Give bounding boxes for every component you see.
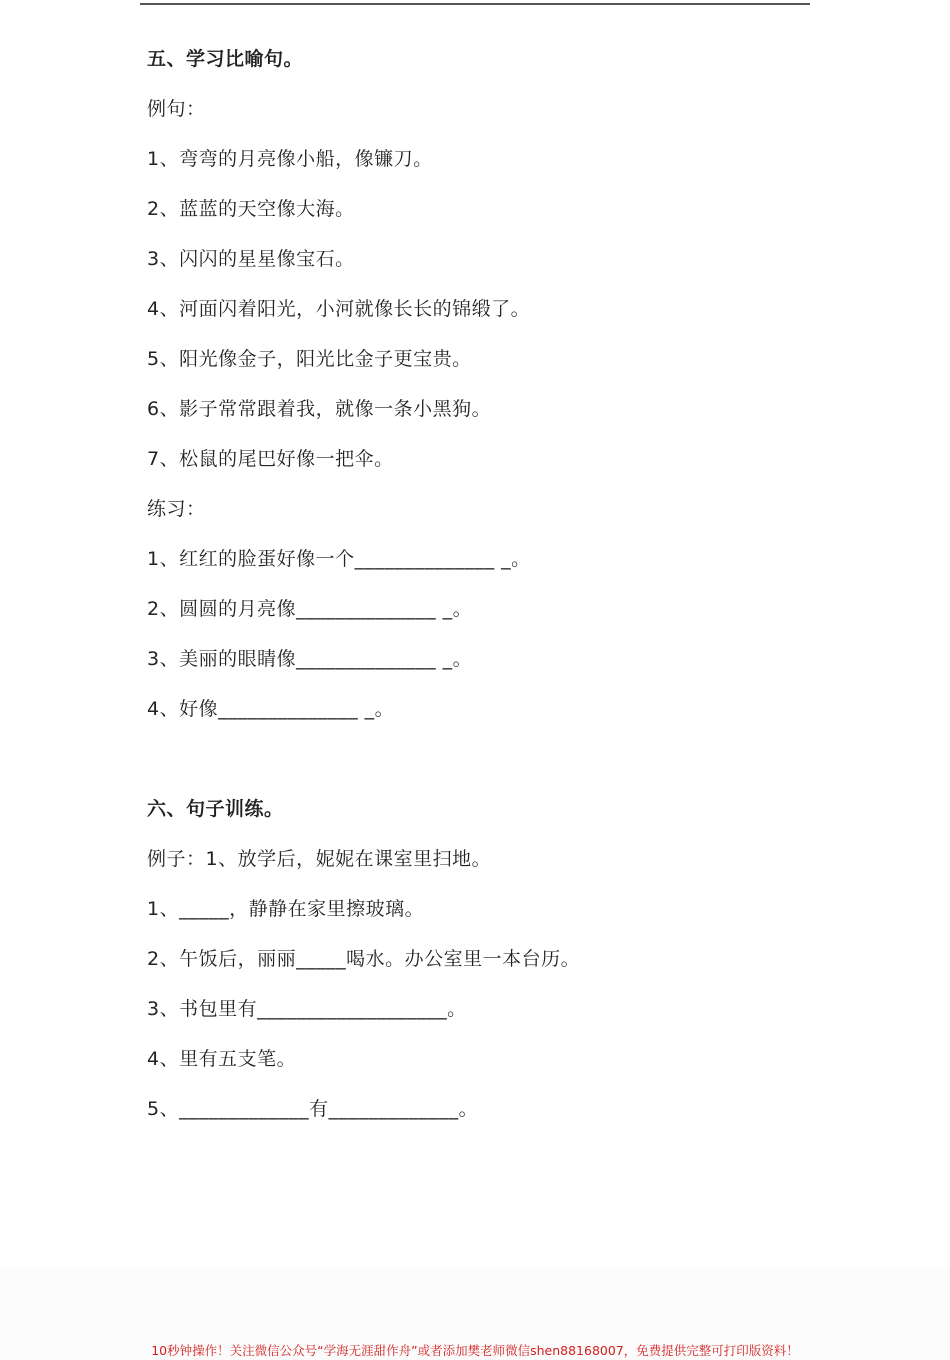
- example-line-5: 5、阳光像金子，阳光比金子更宝贵。: [147, 348, 472, 370]
- sentence-item-3: 3、书包里有___________________。: [147, 998, 467, 1020]
- practice-label: 练习：: [147, 498, 206, 520]
- example-line-6: 6、影子常常跟着我，就像一条小黑狗。: [147, 398, 492, 420]
- practice-line-4: 4、好像______________ _。: [147, 698, 395, 720]
- example-label: 例句：: [147, 98, 206, 120]
- example-line-4: 4、河面闪着阳光，小河就像长长的锦缎了。: [147, 298, 531, 320]
- section-5-title: 五、学习比喻句。: [147, 48, 304, 70]
- example-line-2: 2、蓝蓝的天空像大海。: [147, 198, 355, 220]
- sentence-item-5: 5、_____________有_____________。: [147, 1098, 479, 1120]
- practice-line-1: 1、红红的脸蛋好像一个______________ _。: [147, 548, 531, 570]
- sentence-item-1: 1、_____，静静在家里擦玻璃。: [147, 898, 425, 920]
- example-line-3: 3、闪闪的星星像宝石。: [147, 248, 355, 270]
- top-divider: [140, 3, 810, 5]
- example-line-1: 1、弯弯的月亮像小船，像镰刀。: [147, 148, 433, 170]
- practice-line-2: 2、圆圆的月亮像______________ _。: [147, 598, 473, 620]
- practice-line-3: 3、美丽的眼睛像______________ _。: [147, 648, 473, 670]
- sentence-item-2: 2、午饭后，丽丽_____喝水。办公室里一本台历。: [147, 948, 581, 970]
- section-6-title: 六、句子训练。: [147, 798, 284, 820]
- section-6-example: 例子：1、放学后，妮妮在课室里扫地。: [147, 848, 492, 870]
- footer-promo-note: 10秒钟操作！关注微信公众号“学海无涯甜作舟”或者添加樊老师微信shen88168007，免费提供完整可打印版资料！: [151, 1343, 799, 1358]
- sentence-item-4: 4、里有五支笔。: [147, 1048, 297, 1070]
- example-line-7: 7、松鼠的尾巴好像一把伞。: [147, 448, 394, 470]
